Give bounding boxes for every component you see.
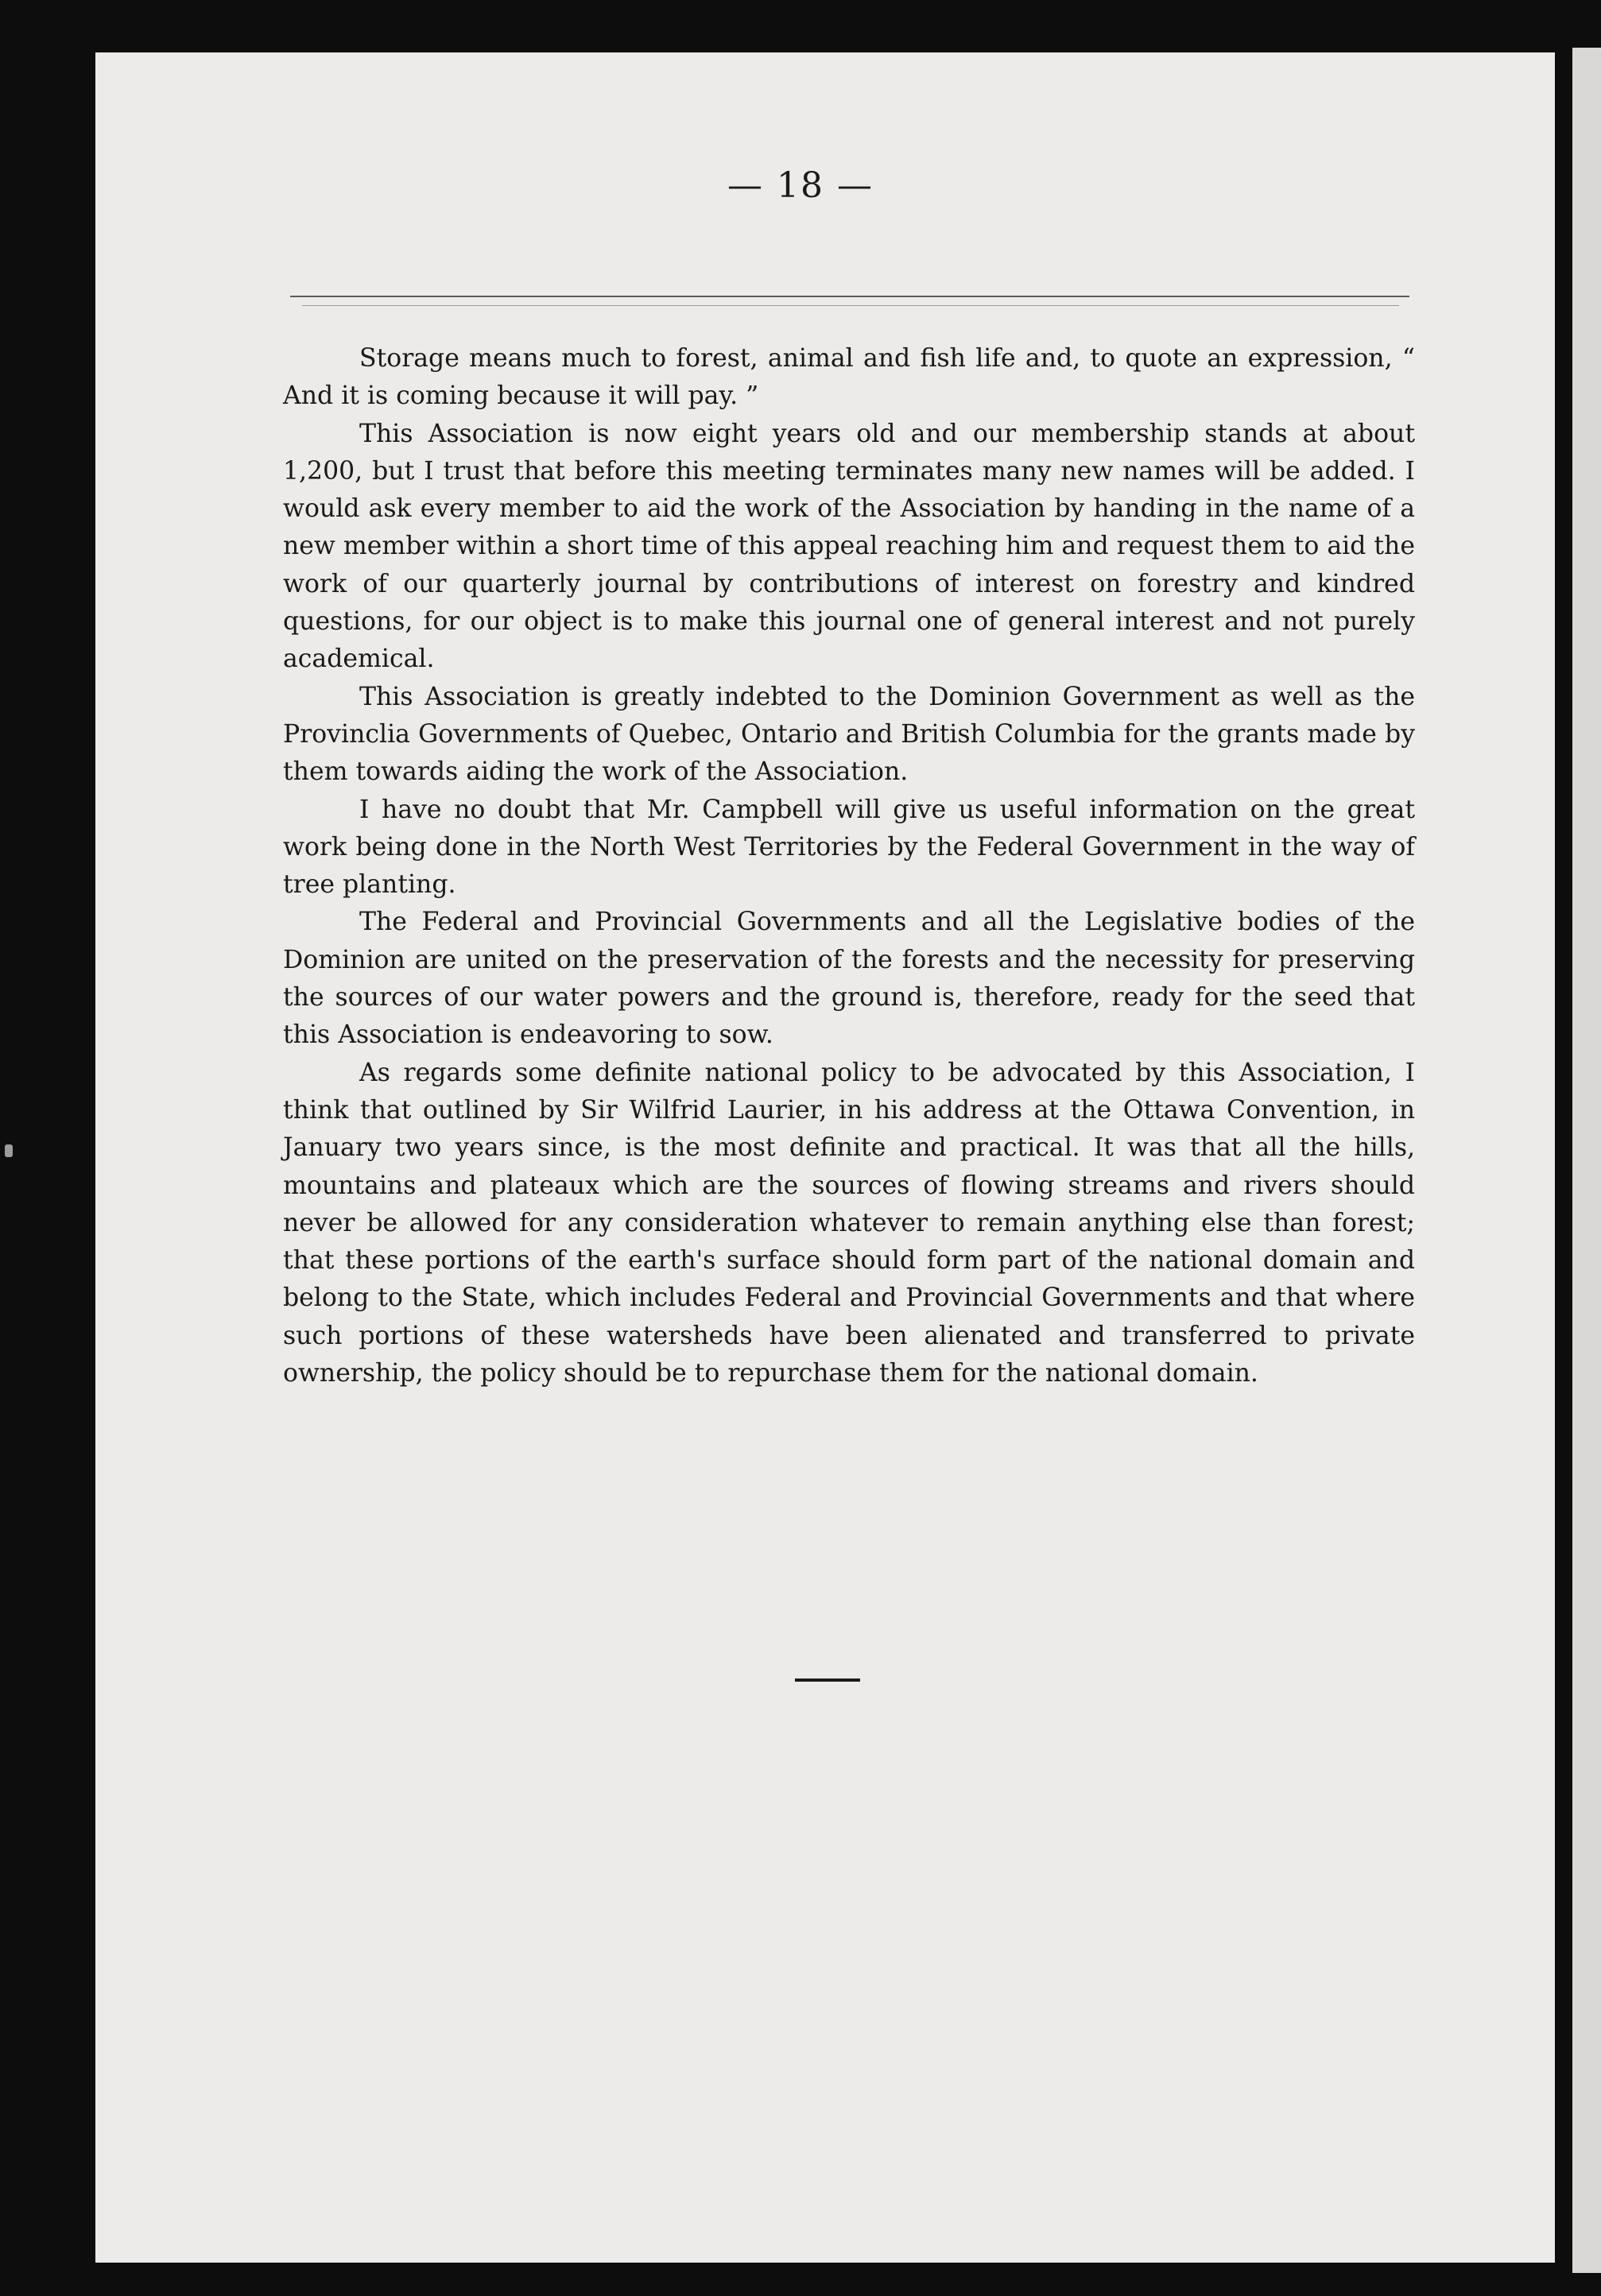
paragraph: This Association is now eight years old and our membership stands at about 1,200, but I trust that before this meeting terminates many new names will be added. I would ask every member to aid the work of the Association by handing in the name of a new member within a short time of this appeal reaching him and request them to aid the work of our quarterly journal by contributions of interest on forestry and kindred questions, for our object is to make this journal one of general interest and not purely academical. [283, 419, 1415, 674]
paragraph: Storage means much to forest, animal and fish life and, to quote an expression, “ And it is coming because it will pay. ” [283, 344, 1415, 411]
paragraph: I have no doubt that Mr. Campbell will give us useful information on the great work being done in the North West Territories by the Federal Government in the way of tree planting. [283, 795, 1415, 900]
end-of-section-rule [795, 1678, 860, 1682]
paragraph: As regards some definite national policy to be advocated by this Association, I think that outlined by Sir Wilfrid Laurier, in his address at the Ottawa Convention, in January two years since, is the most definite and practical. It was that all the hills, mountains and plateaux which are the sources of flowing streams and rivers should never be allowed for any consideration whatever to remain anything else than forest; that these portions of the earth's surface should form part of the national domain and belong to the State, which includes Federal and Provincial Governments and that where such portions of these watersheds have been alienated and transferred to private ownership, the policy should be to repurchase them for the national domain. [283, 1058, 1415, 1388]
header-rule-shadow [302, 305, 1399, 306]
paragraph: This Association is greatly indebted to the Dominion Government as well as the Provinclia Governments of Quebec, Ontario and British Columbia for the grants made by them towards aiding the work of the Association. [283, 682, 1415, 787]
page-number: — 18 — [727, 165, 874, 206]
header-rule [290, 296, 1409, 297]
body-text [283, 340, 1415, 1392]
paragraph: The Federal and Provincial Governments and all the Legislative bodies of the Dominion are united on the preservation of the forests and the necessity for preserving the sources of our water powers and the ground is, therefore, ready for the seed that this Association is endeavoring to sow. [283, 908, 1415, 1050]
adjacent-page-edge [1572, 48, 1601, 2273]
scan-speck [5, 1144, 13, 1157]
